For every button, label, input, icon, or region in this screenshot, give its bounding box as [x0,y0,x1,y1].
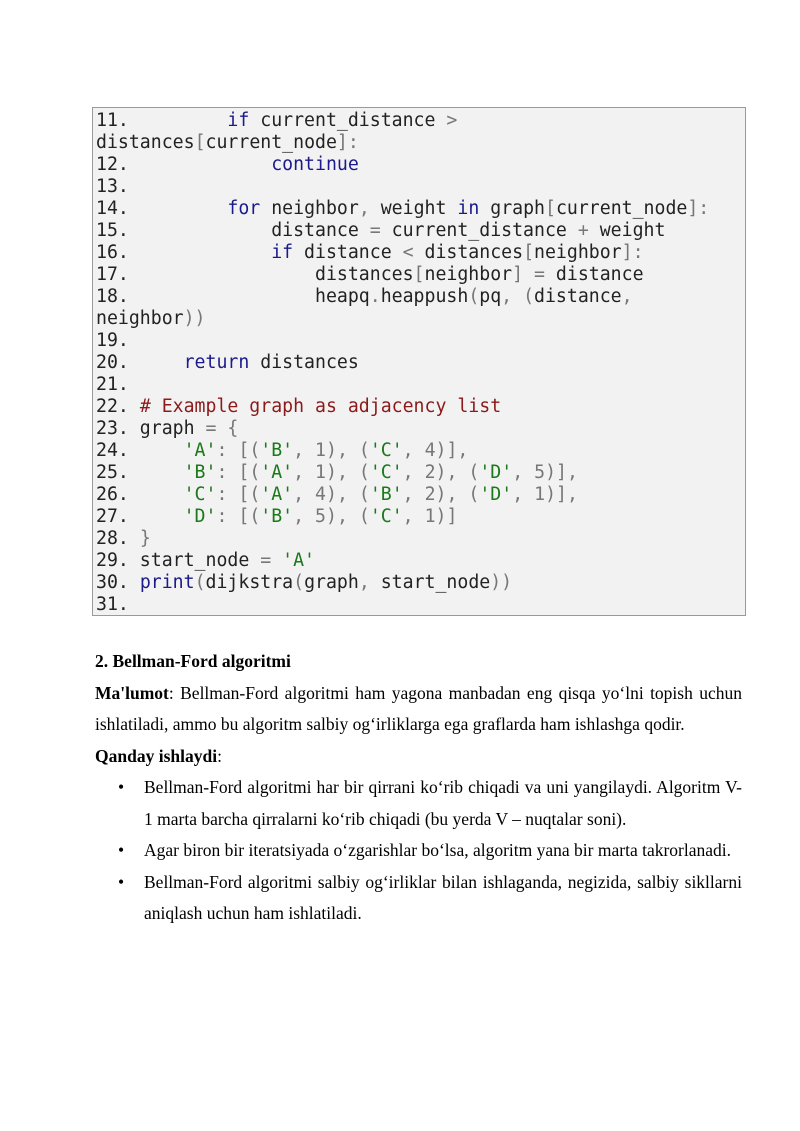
list-item [95,772,742,835]
code-token: ( [194,572,206,593]
code-line [96,594,745,616]
code-token: } [139,528,151,549]
code-token: 13. [96,176,129,197]
code-token: distances [249,352,359,373]
how-colon: : [217,745,222,766]
code-line [96,220,745,242]
code-token: 4 [315,484,326,505]
code-line [96,462,745,484]
list-item [95,835,742,867]
code-token: dijkstra [205,572,294,593]
list-item-text: Bellman-Ford algoritmi salbiy og‘irliklar bilan ishlaganda, negizida, salbiy sikllarni aniqlash uchun ham ishlatiladi. [144,871,742,923]
code-token: # Example graph as adjacency list [139,396,502,417]
code-token: 23. graph [96,418,206,439]
code-token: neighbor [260,198,359,219]
code-token: [ [413,264,425,285]
code-token: start_node [369,572,491,593]
code-token: 2 [424,462,436,483]
code-token [271,550,282,571]
code-line [96,528,745,550]
code-token: 16. [96,242,272,263]
code-token: 25. [96,462,184,483]
code-line [96,308,745,330]
code-token: , [358,572,370,593]
code-line [96,132,745,154]
code-token: heappush [380,286,469,307]
code-token: 30. [96,572,140,593]
code-line [96,352,745,374]
code-token: ), ( [326,484,370,505]
code-token: weight [588,220,666,241]
code-token: 26. [96,484,184,505]
code-token: = [260,550,272,571]
code-token: current_node [205,132,337,153]
code-token: )], [435,440,469,461]
code-line [96,198,745,220]
code-token: ( [523,286,535,307]
code-token: 29. start_node [96,550,261,571]
code-token: pq [479,286,502,307]
code-token: 31. [96,594,129,615]
code-token: , [501,286,513,307]
code-line [96,440,745,462]
code-line [96,572,745,594]
how-it-works-label [95,741,742,773]
code-line [96,374,745,396]
code-token: 11. [96,110,228,131]
code-token: [ [194,132,206,153]
code-token: )], [545,462,578,483]
code-token: 24. [96,440,184,461]
code-token: 2 [424,484,436,505]
code-token: + [577,220,589,241]
code-token: , [512,462,535,483]
code-token: current_distance [249,110,447,131]
code-token: continue [271,154,359,175]
code-line [96,264,745,286]
code-token: 'C' [369,506,403,527]
code-token: , [293,506,316,527]
code-token: current_distance [380,220,578,241]
code-token: 28. [96,528,140,549]
code-line [96,506,745,528]
info-paragraph [95,678,742,741]
code-token: 12. [96,154,272,175]
code-token: 'B' [260,440,294,461]
code-token: in [457,198,480,219]
code-token: 'C' [369,462,403,483]
code-token: [ [523,242,535,263]
code-token: 5 [315,506,326,527]
code-token: distance [293,242,403,263]
code-token: 14. [96,198,228,219]
code-token: 5 [534,462,546,483]
code-token [512,286,523,307]
code-token: ( [293,572,305,593]
code-token: neighbor [424,264,513,285]
code-token: ), ( [435,484,480,505]
code-token: 15. distance [96,220,370,241]
code-token: return [183,352,250,373]
code-token: 1 [315,462,326,483]
bullet-list [95,772,742,930]
code-token: 4 [424,440,436,461]
code-token: graph [304,572,359,593]
code-token: 22. [96,396,140,417]
document-body [95,646,742,930]
code-token: { [227,418,239,439]
code-token [216,418,227,439]
code-line [96,286,745,308]
code-line [96,242,745,264]
code-token: distances [413,242,524,263]
code-token: 27. [96,506,184,527]
list-item-text: Agar biron bir iteratsiyada o‘zgarishlar bo‘lsa, algoritm yana bir marta takrorlanadi. [144,840,732,860]
code-token: 'B' [183,462,217,483]
code-token: 1 [534,484,546,505]
code-line [96,110,745,132]
code-token: 'D' [479,484,513,505]
code-token: ]: [687,198,710,219]
code-token: , [358,198,370,219]
code-line [96,418,745,440]
code-token: ( [468,286,480,307]
code-token: 'A' [260,484,294,505]
code-token: : [( [216,484,261,505]
code-token: print [139,572,195,593]
code-token: ), ( [326,506,370,527]
code-token: distance [544,264,644,285]
code-block [92,107,746,616]
how-label: Qanday ishlaydi [95,745,218,766]
code-token: , [293,440,316,461]
code-token: 'C' [183,484,217,505]
code-token: , [621,286,633,307]
code-token: : [( [216,462,261,483]
code-token: ), ( [326,440,370,461]
code-token: 18. heapq [96,286,370,307]
bullet-icon: • [118,840,125,860]
code-token: , [402,462,425,483]
code-token: weight [369,198,458,219]
code-token: 'D' [479,462,513,483]
code-token: 'B' [369,484,403,505]
code-token: [ [545,198,556,219]
code-token: )) [490,572,513,593]
code-token: < [402,242,414,263]
code-token: 'A' [260,462,294,483]
list-item-text: Bellman-Ford algoritmi har bir qirrani ko‘rib chiqadi va uni yangilaydi. Algoritm V-1 marta barcha qirralarni ko‘rib chiqadi (bu yerda V – nuqtalar soni). [144,777,742,829]
code-token: )] [435,506,458,527]
code-line [96,550,745,572]
code-token: 1 [424,506,436,527]
code-token: 21. [96,374,129,395]
code-line [96,154,745,176]
code-token: 'B' [260,506,294,527]
code-token: 1 [315,440,326,461]
code-token: distance [534,286,622,307]
code-token: : [( [216,440,261,461]
code-line [96,396,745,418]
code-token: 19. [96,330,129,351]
code-token: , [402,440,425,461]
code-token: neighbor [534,242,622,263]
code-token: ]: [621,242,644,263]
code-token: 'A' [183,440,217,461]
section-heading: 2. Bellman-Ford algoritmi [95,651,291,671]
code-token: , [293,462,316,483]
code-token: , [402,506,425,527]
info-text: : Bellman-Ford algoritmi ham yagona manbadan eng qisqa yo‘lni topish uchun ishlatiladi, ammo bu algoritm salbiy og‘irliklarga ega graflarda ham ishlashga qodir. [95,682,742,734]
code-token: neighbor [96,308,184,329]
list-item [95,867,742,930]
code-token: 17. distances [96,264,414,285]
code-token: ), ( [326,462,370,483]
code-token: graph [479,198,545,219]
code-token: 20. [96,352,184,373]
code-token: ] [512,264,524,285]
code-token: 'C' [369,440,403,461]
code-token: , [293,484,316,505]
code-line [96,176,745,198]
code-token: > [446,110,458,131]
info-label: Ma'lumot [95,682,169,703]
bullet-icon: • [118,871,125,892]
code-token: current_node [555,198,688,219]
code-token: , [402,484,425,505]
code-token: )], [545,484,578,505]
code-token: . [369,286,381,307]
code-token: for [227,198,261,219]
code-token: , [512,484,535,505]
code-token: 'A' [282,550,316,571]
code-token: distances [96,132,195,153]
code-token: = [369,220,381,241]
code-line [96,330,745,352]
code-token: ), ( [435,462,480,483]
code-line [96,484,745,506]
code-token: : [( [216,506,261,527]
code-token: if [271,242,294,263]
bullet-icon: • [118,777,125,797]
code-token: if [227,110,250,131]
code-token: = [534,264,545,285]
code-token: )) [183,308,206,329]
code-token: ]: [336,132,359,153]
code-token: = [205,418,217,439]
code-token: 'D' [183,506,217,527]
code-token [523,264,534,285]
